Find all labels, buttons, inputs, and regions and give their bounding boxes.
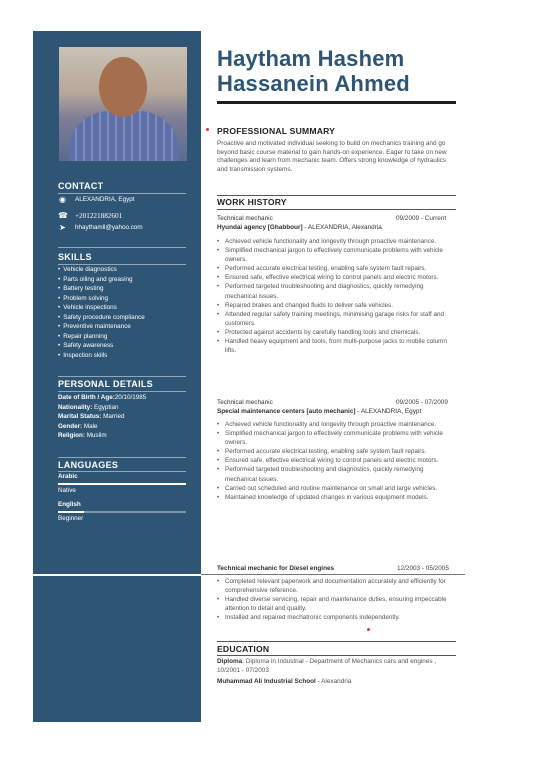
job-dates: 12/2003 - 05/2005 [397,565,449,572]
language-proficiency-bar [58,511,84,513]
job-bullet: • Protected against accidents by carefully handling tools and chemicals. [217,328,457,337]
gender-value: Male [83,422,98,430]
job-bullet: • Performed targeted troubleshooting and diagnostics, quickly remedying mechanical issues. [217,282,457,300]
skill-item: • Parts oiling and greasing [58,276,133,283]
skill-item: • Preventive maintenance [58,323,131,330]
gender-row [58,423,98,430]
job-bullet: • Attended regular safety training meetings, minimising garage risks for staff and customers. [217,310,457,328]
job-bullets [217,577,457,622]
marital-row [58,413,125,420]
religion-row [58,432,107,439]
personal-rule [58,391,186,392]
job-dates: 09/2009 - Current [396,215,447,222]
language-name: English [58,501,81,508]
school-location: - Alexandria [315,678,352,685]
language-level: Native [58,487,76,494]
job-bullet: • Maintained knowledge of updated changes in various equipment models. [217,493,457,502]
languages-heading: LANGUAGES [58,460,119,470]
religion-value: Muslim [86,432,107,439]
job-bullet: • Performed accurate electrical testing, enabling safe system fault repairs. [217,264,457,273]
job-bullet: • Simplified mechanical jargon to effectively communicate problems with vehicle owners. [217,429,457,447]
phone-icon: ☎ [58,211,68,220]
name-underline [217,101,456,104]
personal-top-rule [58,376,186,377]
accent-dot [206,128,209,131]
job-bullet: • Installed and repaired mechatronic components independently. [217,613,457,622]
contact-email[interactable]: hhaythamll@yahoo.com [75,224,143,231]
sidebar [33,31,201,574]
languages-rule [58,471,186,472]
personal-heading: PERSONAL DETAILS [58,379,153,389]
language-level: Beginner [58,515,84,522]
nationality-row [58,404,119,411]
sidebar-continuation [33,576,201,722]
job-bullet: • Ensured safe, effective electrical wiring to control panels and electric motors. [217,456,457,465]
religion-label: Religion: [58,432,85,439]
education-heading: EDUCATION [217,644,270,654]
job-bullet: • Achieved vehicle functionality and longevity through proactive maintenance. [217,237,457,246]
profile-photo [59,47,187,161]
job-bullets [217,420,457,502]
nationality-value: Egyptian [94,403,119,411]
job-bullet: • Simplified mechanical jargon to effectively communicate problems with vehicle owners. [217,246,457,264]
gender-label: Gender: [58,422,83,430]
job-bullet: • Handled diverse servicing, repair and maintenance duties, ensuring impeccable attention to detail and quality. [217,595,457,613]
job-bullet: • Completed relevant paperwork and documentation accurately and efficiently for comprehensive reference. [217,577,457,595]
work-heading: WORK HISTORY [217,197,287,207]
job-bullet: • Repaired brakes and changed fluids to deliver safe vehicles. [217,301,457,310]
job-company: Hyundai agency [Ghabbour] [217,224,303,231]
education-top-rule [217,641,456,642]
skill-item: • Inspection skills [58,352,107,359]
job-bullet: • Achieved vehicle functionality and longevity through proactive maintenance. [217,420,457,429]
languages-top-rule [58,457,186,458]
job-bullet: • Ensured safe, effective electrical wiring to control panels and electric motors. [217,273,457,282]
name-line-1: Haytham Hashem [217,46,405,71]
contact-phone[interactable]: +201221882601 [75,212,123,220]
summary-text: Proactive and motivated individual seeking to build on mechanics training and go beyond basic course material to gain hands-on experience. Eager to take on new challenges and learn from mechanic team. Offers strong knowledge of hydraulics and transmission systems. [217,140,447,173]
photo-shirt [69,111,179,161]
nationality-label: Nationality: [58,403,93,411]
job-company-line [217,224,457,231]
contact-heading: CONTACT [58,181,104,191]
language-proficiency-bar [58,483,186,485]
skills-rule [58,264,186,265]
summary-heading: PROFESSIONAL SUMMARY [217,126,336,136]
contact-address: ALEXANDRIA, Egypt [75,196,135,203]
accent-dot [367,628,370,631]
job-title-text: Technical mechanic for Diesel engines [217,565,335,572]
education-school [217,678,457,687]
send-icon: ➤ [59,223,66,232]
dob-label: Date of Birth / Age: [58,394,115,401]
name-line-2: Hassanein Ahmed [217,71,410,96]
skill-item: • Vehicle diagnostics [58,266,117,273]
education-diploma [217,658,457,675]
job-title: Technical mechanic [217,399,273,406]
job-bullet: • Carried out scheduled and routine maintenance on small and large vehicles. [217,484,457,493]
language-name: Arabic [58,473,78,480]
diploma-label: Diploma [217,658,243,665]
job-dates: 09/2005 - 07/2009 [396,399,448,406]
job-bullet: • Handled heavy equipment and tools, from multi-purpose jacks to mobile column lifts. [217,337,457,355]
skills-heading: SKILLS [58,252,92,262]
work-top-rule [217,195,456,196]
skill-item: • Safety awareness [58,342,113,349]
skills-top-rule [58,247,186,248]
education-rule [217,655,456,656]
job-bullet: • Performed accurate electrical testing, enabling safe system fault repairs. [217,447,457,456]
skill-item: • Problem solving [58,295,108,302]
skill-item: • Battery testing [58,285,103,292]
job-location: - ALEXANDRIA, Egypt [355,408,422,415]
job-company-line [217,408,457,415]
job-bullet: • Performed targeted troubleshooting and diagnostics, quickly remedying mechanical issues. [217,465,457,483]
diploma-text: : Diploma in Industrial - Department of Mechanics cars and engines , 10/2001 - 07/2003 [217,658,437,674]
dob-value: 20/10/1985 [114,394,147,401]
skill-item: • Vehicle inspections [58,304,117,311]
photo-head [99,57,147,117]
job-bullets [217,237,457,355]
skill-item: • Repair planning [58,333,107,340]
marital-value: Married [103,413,125,420]
school-name: Muhammad Ali Industrial School [217,678,316,685]
page-break-rule [201,574,465,575]
job-title: Technical mechanic [217,215,273,222]
contact-rule [58,193,186,194]
location-pin-icon: ◉ [59,195,66,204]
candidate-name [217,46,410,96]
job-company: Special maintenance centers [auto mechanic] [217,408,356,415]
dob-row [58,394,146,401]
work-rule [217,209,456,210]
marital-label: Marital Status: [58,413,102,420]
skill-item: • Safety procedure compliance [58,314,145,321]
job-location: - ALEXANDRIA, Alexandria [302,224,382,231]
